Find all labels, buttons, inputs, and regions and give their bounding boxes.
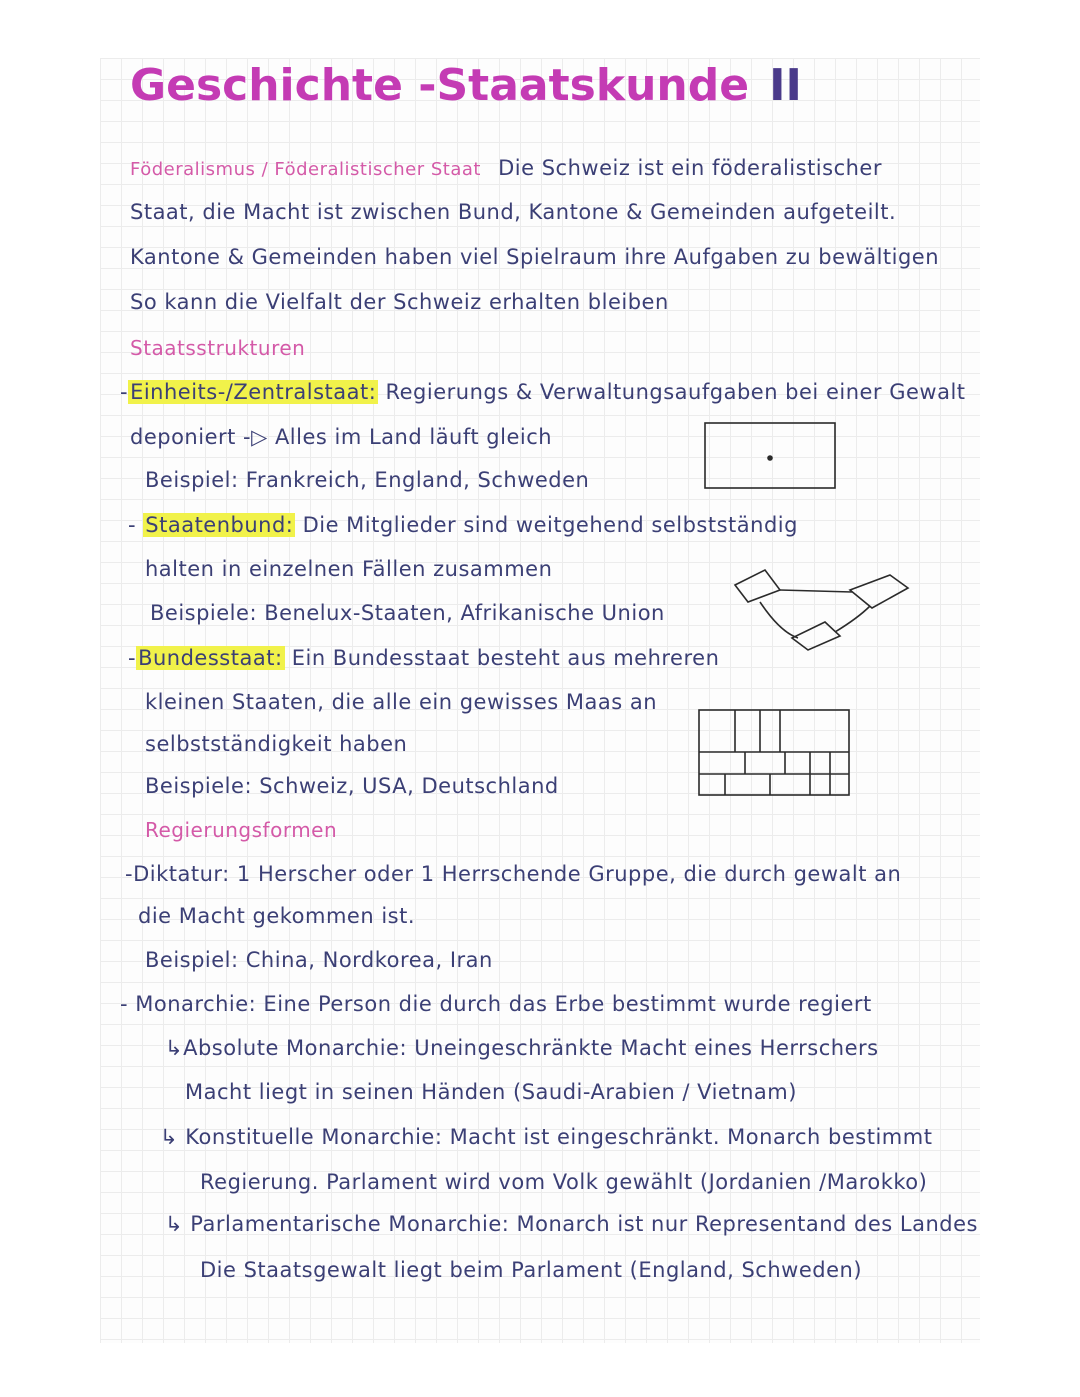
- governments-heading: Regierungsformen: [145, 818, 338, 842]
- title-numeral: II: [769, 60, 802, 111]
- staatenbund-sketch: [730, 560, 920, 660]
- page-title: [130, 60, 802, 111]
- bundesstaat-text-1: Ein Bundesstaat besteht aus mehreren: [291, 646, 720, 670]
- einheitsstaat-line-1: [120, 380, 966, 404]
- intro-line-3: Kantone & Gemeinden haben viel Spielraum ihre Aufgaben zu bewältigen: [130, 245, 940, 269]
- staatenbund-term: Staatenbund:: [145, 513, 294, 537]
- parlamentarische-monarchie-line-2: Die Staatsgewalt liegt beim Parlament (England, Schweden): [200, 1258, 863, 1282]
- bundesstaat-line-3: selbstständigkeit haben: [145, 732, 408, 756]
- einheitsstaat-sketch: [700, 418, 840, 493]
- intro-line-1: [130, 156, 882, 180]
- bundesstaat-sketch: [695, 706, 860, 801]
- bundesstaat-example: Beispiele: Schweiz, USA, Deutschland: [145, 774, 559, 798]
- monarchie-line-1: - Monarchie: Eine Person die durch das Erbe bestimmt wurde regiert: [120, 992, 872, 1016]
- diktatur-line-2: die Macht gekommen ist.: [138, 904, 416, 928]
- staatenbund-example: Beispiele: Benelux-Staaten, Afrikanische Union: [150, 601, 665, 625]
- bundesstaat-term: Bundesstaat:: [138, 646, 283, 670]
- structures-heading: Staatsstrukturen: [130, 336, 306, 360]
- intro-text-1: Die Schweiz ist ein föderalistischer: [498, 156, 882, 180]
- bullet: -: [128, 646, 137, 670]
- bullet: -: [128, 513, 137, 537]
- einheitsstaat-example: Beispiel: Frankreich, England, Schweden: [145, 468, 590, 492]
- diktatur-example: Beispiel: China, Nordkorea, Iran: [145, 948, 493, 972]
- absolute-monarchie-line-1: ↳Absolute Monarchie: Uneingeschränkte Macht eines Herrschers: [165, 1036, 879, 1060]
- intro-line-4: So kann die Vielfalt der Schweiz erhalten bleiben: [130, 290, 669, 314]
- parlamentarische-monarchie-line-1: ↳ Parlamentarische Monarchie: Monarch ist nur Representand des Landes: [165, 1212, 978, 1236]
- bundesstaat-line-1: [128, 646, 719, 670]
- einheitsstaat-term: Einheits-/Zentralstaat:: [130, 380, 377, 404]
- intro-heading: Föderalismus / Föderalistischer Staat: [130, 159, 481, 180]
- absolute-monarchie-line-2: Macht liegt in seinen Händen (Saudi-Arabien / Vietnam): [185, 1080, 797, 1104]
- staatenbund-line-1: [128, 513, 798, 537]
- bundesstaat-line-2: kleinen Staaten, die alle ein gewisses Maas an: [145, 690, 658, 714]
- einheitsstaat-text-1: Regierungs & Verwaltungsaufgaben bei einer Gewalt: [385, 380, 966, 404]
- title-text: Geschichte -Staatskunde: [130, 60, 750, 111]
- staatenbund-line-2: halten in einzelnen Fällen zusammen: [145, 557, 553, 581]
- einheitsstaat-line-2: deponiert -▷ Alles im Land läuft gleich: [130, 425, 553, 449]
- bullet: -: [120, 380, 129, 404]
- diktatur-line-1: -Diktatur: 1 Herscher oder 1 Herrschende Gruppe, die durch gewalt an: [125, 862, 902, 886]
- staatenbund-text-1: Die Mitglieder sind weitgehend selbstständig: [302, 513, 798, 537]
- konstitutionelle-monarchie-line-1: ↳ Konstituelle Monarchie: Macht ist eingeschränkt. Monarch bestimmt: [160, 1125, 933, 1149]
- konstitutionelle-monarchie-line-2: Regierung. Parlament wird vom Volk gewählt (Jordanien /Marokko): [200, 1170, 928, 1194]
- intro-line-2: Staat, die Macht ist zwischen Bund, Kantone & Gemeinden aufgeteilt.: [130, 200, 897, 224]
